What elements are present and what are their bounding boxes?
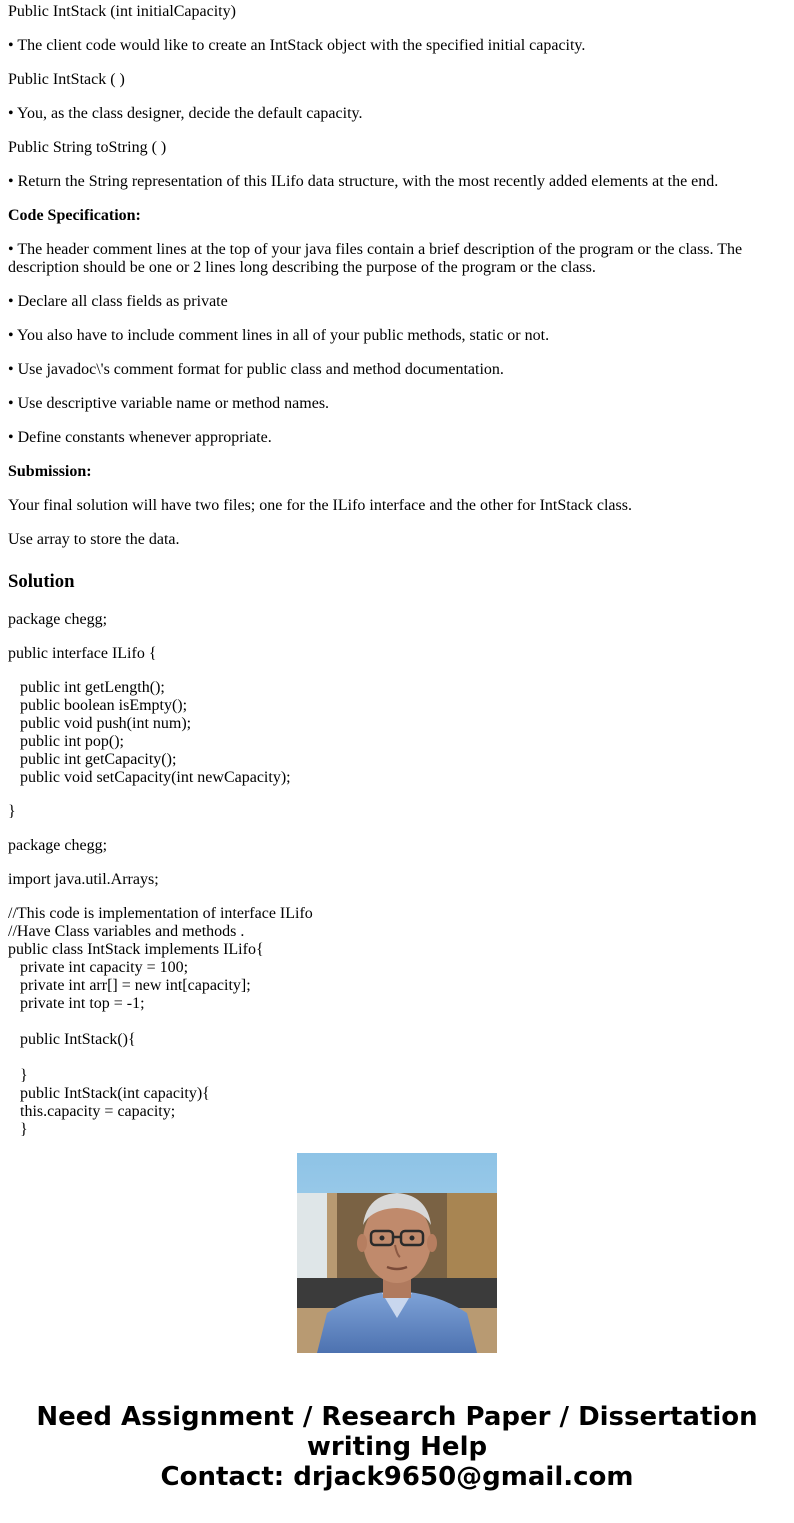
code-line	[8, 1049, 786, 1067]
paragraph: • Declare all class fields as private	[8, 293, 228, 310]
code-line: private int capacity = 100;	[8, 959, 189, 976]
code-block	[8, 611, 786, 629]
code-line: private int arr[] = new int[capacity];	[8, 977, 251, 994]
author-photo	[297, 1153, 497, 1353]
code-line: public int getCapacity();	[8, 751, 177, 768]
code-block	[8, 905, 786, 1139]
paragraph: • You, as the class designer, decide the default capacity.	[8, 105, 363, 122]
section-label: Code Specification:	[8, 207, 141, 224]
code-block	[8, 837, 786, 855]
paragraph: • The client code would like to create an IntStack object with the specified initial capacity.	[8, 37, 586, 54]
footer-line-1: Need Assignment / Research Paper / Dissertation	[36, 1402, 758, 1432]
paragraph: • The header comment lines at the top of your java files contain a brief description of the program or the class. The description should be one or 2 lines long describing the purpose of the program or the class.	[8, 241, 743, 276]
code-line: public int getLength();	[8, 679, 165, 696]
code-line: private int top = -1;	[8, 995, 145, 1012]
paragraph: Public IntStack ( )	[8, 71, 125, 88]
code-line: public void push(int num);	[8, 715, 192, 732]
code-line: //Have Class variables and methods .	[8, 923, 245, 940]
paragraph: • Define constants whenever appropriate.	[8, 429, 272, 446]
code-line: }	[8, 803, 16, 820]
paragraph: Public IntStack (int initialCapacity)	[8, 3, 236, 20]
code-line: }	[8, 1121, 28, 1138]
code-line: public boolean isEmpty();	[8, 697, 188, 714]
code-line: public void setCapacity(int newCapacity);	[8, 769, 291, 786]
assignment-text	[8, 3, 786, 549]
paragraph: • Use javadoc\'s comment format for public class and method documentation.	[8, 361, 504, 378]
code-line: import java.util.Arrays;	[8, 871, 159, 888]
code-line: //This code is implementation of interface ILifo	[8, 905, 313, 922]
paragraph: • Use descriptive variable name or method names.	[8, 395, 330, 412]
code-block	[8, 803, 786, 821]
code-line: package chegg;	[8, 611, 108, 628]
code-line: this.capacity = capacity;	[8, 1103, 176, 1120]
code-block	[8, 871, 786, 889]
solution-code	[8, 611, 786, 1139]
paragraph: • You also have to include comment lines in all of your public methods, static or not.	[8, 327, 550, 344]
code-line: public IntStack(int capacity){	[8, 1085, 210, 1102]
code-line: public int pop();	[8, 733, 124, 750]
paragraph: Use array to store the data.	[8, 531, 180, 548]
author-avatar	[297, 1153, 497, 1353]
code-line	[8, 1013, 786, 1031]
code-line: public IntStack(){	[8, 1031, 136, 1048]
code-line: public interface ILifo {	[8, 645, 157, 662]
document-body	[8, 0, 786, 1138]
code-line: }	[8, 1067, 28, 1084]
solution-heading: Solution	[8, 571, 75, 592]
paragraph: Your final solution will have two files; one for the ILifo interface and the other for IntStack class.	[8, 497, 632, 514]
code-line: package chegg;	[8, 837, 108, 854]
code-block	[8, 645, 786, 663]
section-label: Submission:	[8, 463, 92, 480]
paragraph: Public String toString ( )	[8, 139, 167, 156]
code-line: public class IntStack implements ILifo{	[8, 941, 264, 958]
footer-line-2: writing Help	[306, 1432, 488, 1462]
code-block	[8, 679, 786, 787]
footer-contact: Contact: drjack9650@gmail.com	[160, 1462, 634, 1492]
paragraph: • Return the String representation of this ILifo data structure, with the most recently added elements at the end.	[8, 173, 719, 190]
footer-banner	[0, 1402, 794, 1492]
